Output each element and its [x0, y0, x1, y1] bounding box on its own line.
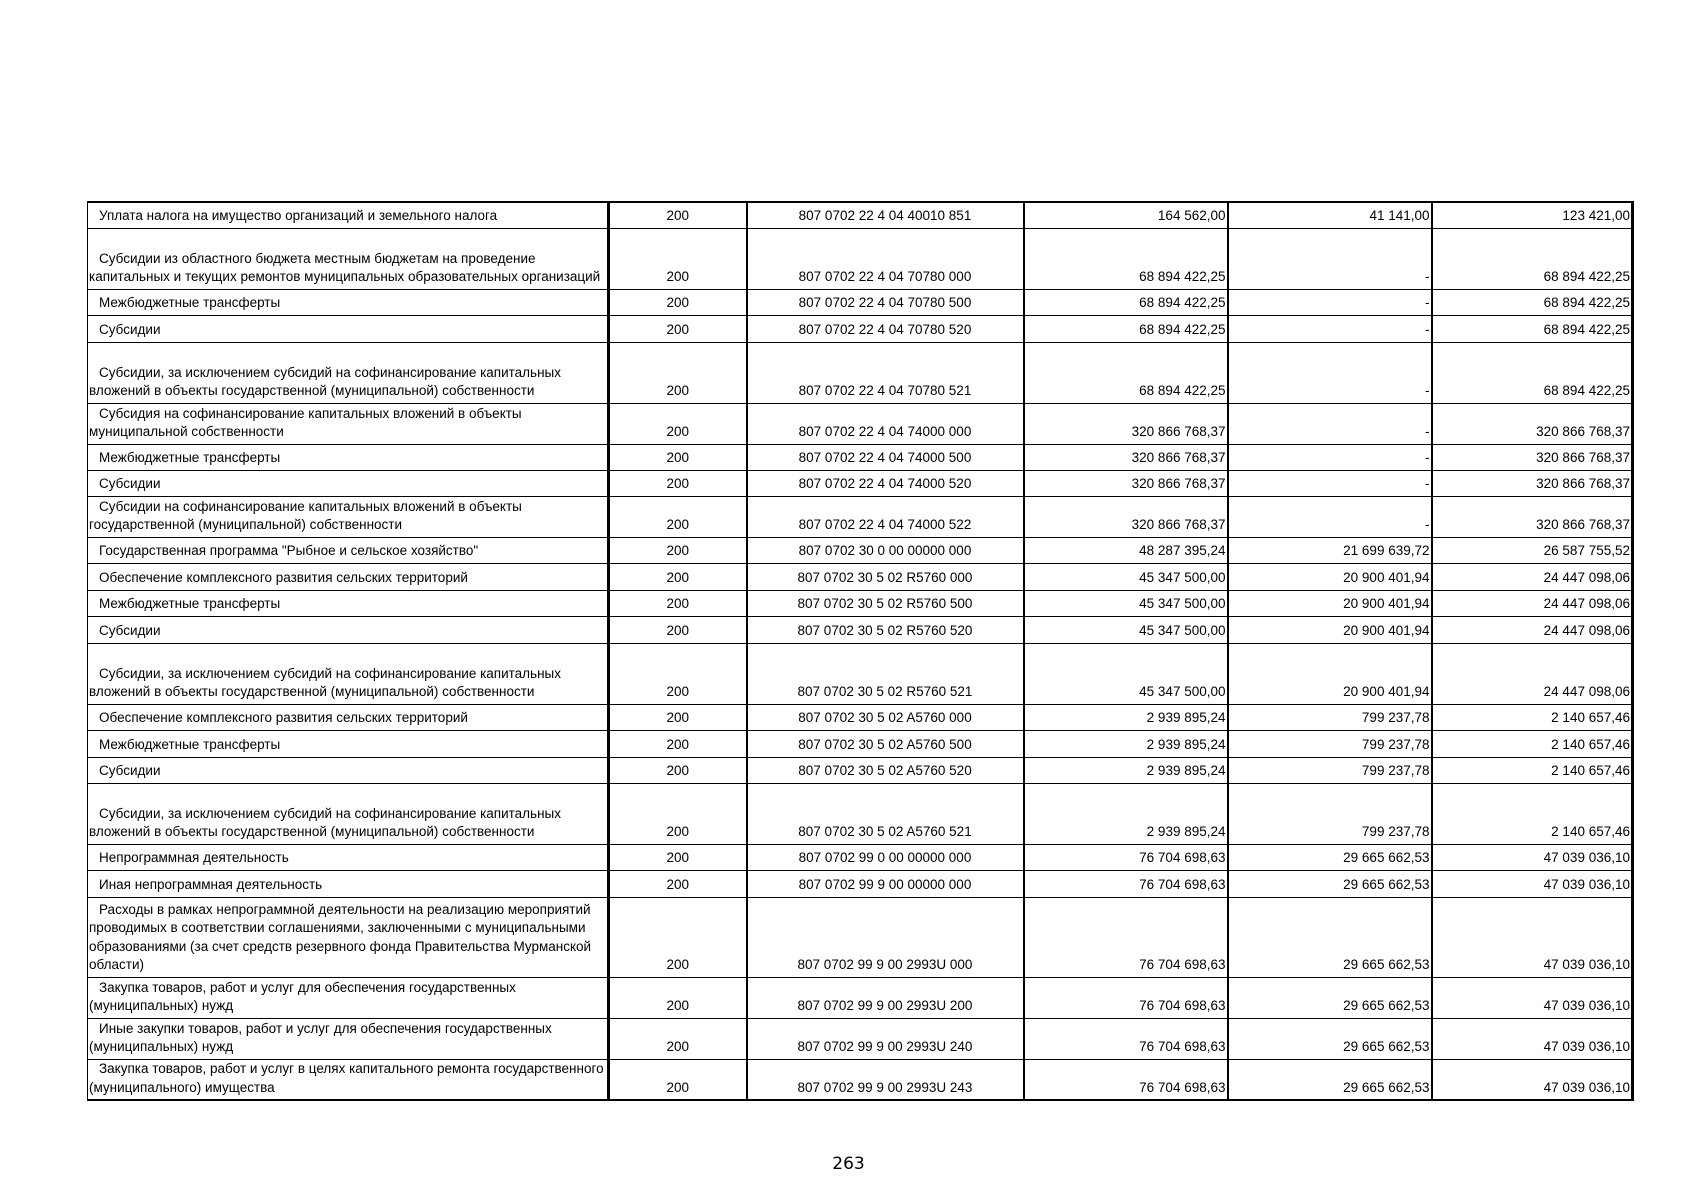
row-plan-amount-cell: 76 704 698,63	[1024, 870, 1228, 897]
table-row	[88, 228, 1633, 289]
row-code-cell: 200	[609, 289, 747, 315]
row-name-cell	[88, 537, 609, 563]
row-remaining-amount-cell: 24 447 098,06	[1432, 616, 1633, 643]
row-code-cell: 200	[609, 537, 747, 563]
row-remaining-amount-cell: 68 894 422,25	[1432, 228, 1633, 289]
row-executed-amount-cell: 41 141,00	[1228, 202, 1432, 228]
row-remaining-amount-cell: 320 866 768,37	[1432, 496, 1633, 537]
row-executed-amount-cell: 21 699 639,72	[1228, 537, 1432, 563]
row-kbk-cell: 807 0702 30 5 02 A5760 000	[747, 704, 1024, 730]
row-code-cell: 200	[609, 342, 747, 403]
row-remaining-amount-cell: 47 039 036,10	[1432, 977, 1633, 1018]
row-kbk-cell: 807 0702 22 4 04 40010 851	[747, 202, 1024, 228]
table-row	[88, 289, 1633, 315]
row-name-text: Обеспечение комплексного развития сельских территорий	[99, 710, 468, 725]
table-row	[88, 870, 1633, 897]
row-remaining-amount-cell: 24 447 098,06	[1432, 563, 1633, 590]
row-plan-amount-cell: 76 704 698,63	[1024, 844, 1228, 870]
table-row	[88, 537, 1633, 563]
table-row	[88, 403, 1633, 444]
row-plan-amount-cell: 2 939 895,24	[1024, 730, 1228, 757]
row-name-text: Обеспечение комплексного развития сельских территорий	[99, 570, 468, 585]
table-row	[88, 1059, 1633, 1100]
row-kbk-cell: 807 0702 30 5 02 A5760 500	[747, 730, 1024, 757]
row-plan-amount-cell: 320 866 768,37	[1024, 444, 1228, 470]
row-code-cell: 200	[609, 228, 747, 289]
row-remaining-amount-cell: 123 421,00	[1432, 202, 1633, 228]
row-executed-amount-cell: -	[1228, 403, 1432, 444]
row-executed-amount-cell: 29 665 662,53	[1228, 844, 1432, 870]
row-remaining-amount-cell: 320 866 768,37	[1432, 444, 1633, 470]
row-kbk-cell: 807 0702 22 4 04 74000 522	[747, 496, 1024, 537]
row-executed-amount-cell: 20 900 401,94	[1228, 563, 1432, 590]
row-code-cell: 200	[609, 730, 747, 757]
row-remaining-amount-cell: 47 039 036,10	[1432, 1059, 1633, 1100]
row-code-cell: 200	[609, 1018, 747, 1059]
row-code-cell: 200	[609, 844, 747, 870]
table-row	[88, 315, 1633, 342]
row-name-cell	[88, 757, 609, 783]
row-executed-amount-cell: 799 237,78	[1228, 757, 1432, 783]
row-plan-amount-cell: 76 704 698,63	[1024, 977, 1228, 1018]
row-kbk-cell: 807 0702 22 4 04 70780 500	[747, 289, 1024, 315]
row-executed-amount-cell: 20 900 401,94	[1228, 643, 1432, 704]
row-kbk-cell: 807 0702 22 4 04 70780 520	[747, 315, 1024, 342]
row-executed-amount-cell: -	[1228, 470, 1432, 496]
row-plan-amount-cell: 45 347 500,00	[1024, 590, 1228, 616]
table-row	[88, 590, 1633, 616]
row-remaining-amount-cell: 68 894 422,25	[1432, 315, 1633, 342]
row-code-cell: 200	[609, 563, 747, 590]
row-plan-amount-cell: 76 704 698,63	[1024, 897, 1228, 977]
table-row	[88, 844, 1633, 870]
row-code-cell: 200	[609, 496, 747, 537]
row-plan-amount-cell: 320 866 768,37	[1024, 470, 1228, 496]
row-name-cell	[88, 590, 609, 616]
row-name-text: Уплата налога на имущество организаций и земельного налога	[99, 208, 498, 223]
row-name-text: Субсидии, за исключением субсидий на софинансирование капитальных вложений в объекты государственной (муниципальной) собственности	[89, 665, 561, 699]
row-code-cell: 200	[609, 870, 747, 897]
row-code-cell: 200	[609, 897, 747, 977]
row-executed-amount-cell: 29 665 662,53	[1228, 870, 1432, 897]
row-name-cell	[88, 844, 609, 870]
row-name-text: Межбюджетные трансферты	[99, 737, 281, 752]
row-remaining-amount-cell: 26 587 755,52	[1432, 537, 1633, 563]
table-row	[88, 1018, 1633, 1059]
row-remaining-amount-cell: 47 039 036,10	[1432, 897, 1633, 977]
table-row	[88, 977, 1633, 1018]
row-name-text: Субсидии на софинансирование капитальных вложений в объекты государственной (муниципальной) собственности	[89, 498, 522, 532]
row-name-text: Расходы в рамках непрограммной деятельности на реализацию мероприятий проводимых в соответствии соглашениями, заключенными с муниципальными образованиями (за счет средств резервного фонда Правительства Мурманской области)	[89, 901, 592, 972]
row-kbk-cell: 807 0702 99 9 00 2993U 243	[747, 1059, 1024, 1100]
row-name-text: Непрограммная деятельность	[99, 850, 289, 865]
row-plan-amount-cell: 2 939 895,24	[1024, 704, 1228, 730]
row-plan-amount-cell: 68 894 422,25	[1024, 228, 1228, 289]
row-kbk-cell: 807 0702 99 9 00 2993U 200	[747, 977, 1024, 1018]
row-name-text: Субсидия на софинансирование капитальных вложений в объекты муниципальной собственности	[89, 405, 522, 439]
row-kbk-cell: 807 0702 30 5 02 R5760 520	[747, 616, 1024, 643]
row-kbk-cell: 807 0702 99 9 00 00000 000	[747, 870, 1024, 897]
row-executed-amount-cell: 20 900 401,94	[1228, 590, 1432, 616]
table-row	[88, 783, 1633, 844]
row-name-cell	[88, 977, 609, 1018]
row-kbk-cell: 807 0702 22 4 04 70780 521	[747, 342, 1024, 403]
row-remaining-amount-cell: 24 447 098,06	[1432, 590, 1633, 616]
row-kbk-cell: 807 0702 22 4 04 74000 520	[747, 470, 1024, 496]
row-name-text: Субсидии	[99, 763, 161, 778]
row-code-cell: 200	[609, 315, 747, 342]
row-plan-amount-cell: 320 866 768,37	[1024, 403, 1228, 444]
row-executed-amount-cell: 799 237,78	[1228, 730, 1432, 757]
row-executed-amount-cell: -	[1228, 228, 1432, 289]
row-remaining-amount-cell: 320 866 768,37	[1432, 403, 1633, 444]
row-executed-amount-cell: 799 237,78	[1228, 783, 1432, 844]
table-row	[88, 643, 1633, 704]
row-kbk-cell: 807 0702 99 0 00 00000 000	[747, 844, 1024, 870]
row-name-text: Межбюджетные трансферты	[99, 596, 281, 611]
row-kbk-cell: 807 0702 30 5 02 R5760 500	[747, 590, 1024, 616]
table-row	[88, 496, 1633, 537]
row-executed-amount-cell: -	[1228, 496, 1432, 537]
row-plan-amount-cell: 68 894 422,25	[1024, 315, 1228, 342]
row-executed-amount-cell: 29 665 662,53	[1228, 977, 1432, 1018]
row-code-cell: 200	[609, 783, 747, 844]
row-plan-amount-cell: 45 347 500,00	[1024, 616, 1228, 643]
table-row	[88, 470, 1633, 496]
row-plan-amount-cell: 320 866 768,37	[1024, 496, 1228, 537]
row-executed-amount-cell: -	[1228, 342, 1432, 403]
row-code-cell: 200	[609, 1059, 747, 1100]
row-kbk-cell: 807 0702 30 5 02 A5760 521	[747, 783, 1024, 844]
row-plan-amount-cell: 76 704 698,63	[1024, 1018, 1228, 1059]
row-plan-amount-cell: 68 894 422,25	[1024, 289, 1228, 315]
row-name-cell	[88, 202, 609, 228]
row-kbk-cell: 807 0702 99 9 00 2993U 000	[747, 897, 1024, 977]
row-name-cell	[88, 616, 609, 643]
row-name-cell	[88, 643, 609, 704]
row-kbk-cell: 807 0702 30 5 02 A5760 520	[747, 757, 1024, 783]
row-name-text: Государственная программа "Рыбное и сельское хозяйство"	[99, 543, 479, 558]
row-name-cell	[88, 342, 609, 403]
row-name-text: Закупка товаров, работ и услуг в целях капитального ремонта государственного (муниципального) имущества	[89, 1061, 604, 1095]
row-kbk-cell: 807 0702 30 5 02 R5760 521	[747, 643, 1024, 704]
row-code-cell: 200	[609, 444, 747, 470]
row-remaining-amount-cell: 2 140 657,46	[1432, 704, 1633, 730]
row-name-text: Иные закупки товаров, работ и услуг для обеспечения государственных (муниципальных) нужд	[89, 1020, 552, 1054]
row-name-cell	[88, 1059, 609, 1100]
table-row	[88, 616, 1633, 643]
row-plan-amount-cell: 164 562,00	[1024, 202, 1228, 228]
row-remaining-amount-cell: 47 039 036,10	[1432, 844, 1633, 870]
row-name-text: Межбюджетные трансферты	[99, 450, 281, 465]
row-name-text: Субсидии, за исключением субсидий на софинансирование капитальных вложений в объекты государственной (муниципальной) собственности	[89, 364, 561, 398]
row-plan-amount-cell: 2 939 895,24	[1024, 783, 1228, 844]
row-name-text: Субсидии	[99, 476, 161, 491]
row-executed-amount-cell: 29 665 662,53	[1228, 1018, 1432, 1059]
row-remaining-amount-cell: 24 447 098,06	[1432, 643, 1633, 704]
row-name-cell	[88, 897, 609, 977]
table-row	[88, 342, 1633, 403]
row-name-text: Межбюджетные трансферты	[99, 295, 281, 310]
row-name-cell	[88, 730, 609, 757]
row-name-cell	[88, 1018, 609, 1059]
row-plan-amount-cell: 76 704 698,63	[1024, 1059, 1228, 1100]
budget-execution-table	[87, 201, 1634, 1101]
row-executed-amount-cell: 29 665 662,53	[1228, 897, 1432, 977]
row-plan-amount-cell: 68 894 422,25	[1024, 342, 1228, 403]
row-code-cell: 200	[609, 757, 747, 783]
row-kbk-cell: 807 0702 22 4 04 74000 500	[747, 444, 1024, 470]
row-name-cell	[88, 704, 609, 730]
row-name-cell	[88, 870, 609, 897]
row-plan-amount-cell: 45 347 500,00	[1024, 563, 1228, 590]
row-kbk-cell: 807 0702 22 4 04 70780 000	[747, 228, 1024, 289]
table-row	[88, 202, 1633, 228]
row-executed-amount-cell: 20 900 401,94	[1228, 616, 1432, 643]
page-number: 263	[832, 1154, 865, 1174]
table-row	[88, 444, 1633, 470]
row-code-cell: 200	[609, 470, 747, 496]
row-name-text: Субсидии из областного бюджета местным бюджетам на проведение капитальных и текущих ремонтов муниципальных образовательных организаций	[89, 250, 601, 284]
row-kbk-cell: 807 0702 30 5 02 R5760 000	[747, 563, 1024, 590]
row-executed-amount-cell: -	[1228, 444, 1432, 470]
row-name-text: Субсидии, за исключением субсидий на софинансирование капитальных вложений в объекты государственной (муниципальной) собственности	[89, 805, 561, 839]
row-plan-amount-cell: 48 287 395,24	[1024, 537, 1228, 563]
row-name-text: Иная непрограммная деятельность	[99, 877, 323, 892]
row-remaining-amount-cell: 68 894 422,25	[1432, 289, 1633, 315]
row-code-cell: 200	[609, 202, 747, 228]
row-name-cell	[88, 470, 609, 496]
row-executed-amount-cell: -	[1228, 289, 1432, 315]
row-name-cell	[88, 444, 609, 470]
row-kbk-cell: 807 0702 30 0 00 00000 000	[747, 537, 1024, 563]
table-row	[88, 757, 1633, 783]
row-code-cell: 200	[609, 977, 747, 1018]
row-remaining-amount-cell: 47 039 036,10	[1432, 870, 1633, 897]
row-code-cell: 200	[609, 590, 747, 616]
row-executed-amount-cell: 29 665 662,53	[1228, 1059, 1432, 1100]
row-name-text: Субсидии	[99, 623, 161, 638]
row-name-text: Субсидии	[99, 322, 161, 337]
row-kbk-cell: 807 0702 99 9 00 2993U 240	[747, 1018, 1024, 1059]
row-code-cell: 200	[609, 643, 747, 704]
row-remaining-amount-cell: 68 894 422,25	[1432, 342, 1633, 403]
row-remaining-amount-cell: 2 140 657,46	[1432, 757, 1633, 783]
row-code-cell: 200	[609, 704, 747, 730]
row-name-cell	[88, 403, 609, 444]
row-name-cell	[88, 563, 609, 590]
table-row	[88, 563, 1633, 590]
row-name-cell	[88, 289, 609, 315]
row-name-text: Закупка товаров, работ и услуг для обеспечения государственных (муниципальных) нужд	[89, 979, 516, 1013]
row-remaining-amount-cell: 2 140 657,46	[1432, 730, 1633, 757]
row-name-cell	[88, 228, 609, 289]
table-body	[88, 202, 1633, 1100]
table-row	[88, 704, 1633, 730]
row-name-cell	[88, 783, 609, 844]
row-plan-amount-cell: 2 939 895,24	[1024, 757, 1228, 783]
row-remaining-amount-cell: 47 039 036,10	[1432, 1018, 1633, 1059]
table-row	[88, 730, 1633, 757]
row-executed-amount-cell: -	[1228, 315, 1432, 342]
row-remaining-amount-cell: 2 140 657,46	[1432, 783, 1633, 844]
row-name-cell	[88, 496, 609, 537]
row-code-cell: 200	[609, 403, 747, 444]
row-plan-amount-cell: 45 347 500,00	[1024, 643, 1228, 704]
row-remaining-amount-cell: 320 866 768,37	[1432, 470, 1633, 496]
row-code-cell: 200	[609, 616, 747, 643]
row-name-cell	[88, 315, 609, 342]
row-executed-amount-cell: 799 237,78	[1228, 704, 1432, 730]
row-kbk-cell: 807 0702 22 4 04 74000 000	[747, 403, 1024, 444]
table-row	[88, 897, 1633, 977]
